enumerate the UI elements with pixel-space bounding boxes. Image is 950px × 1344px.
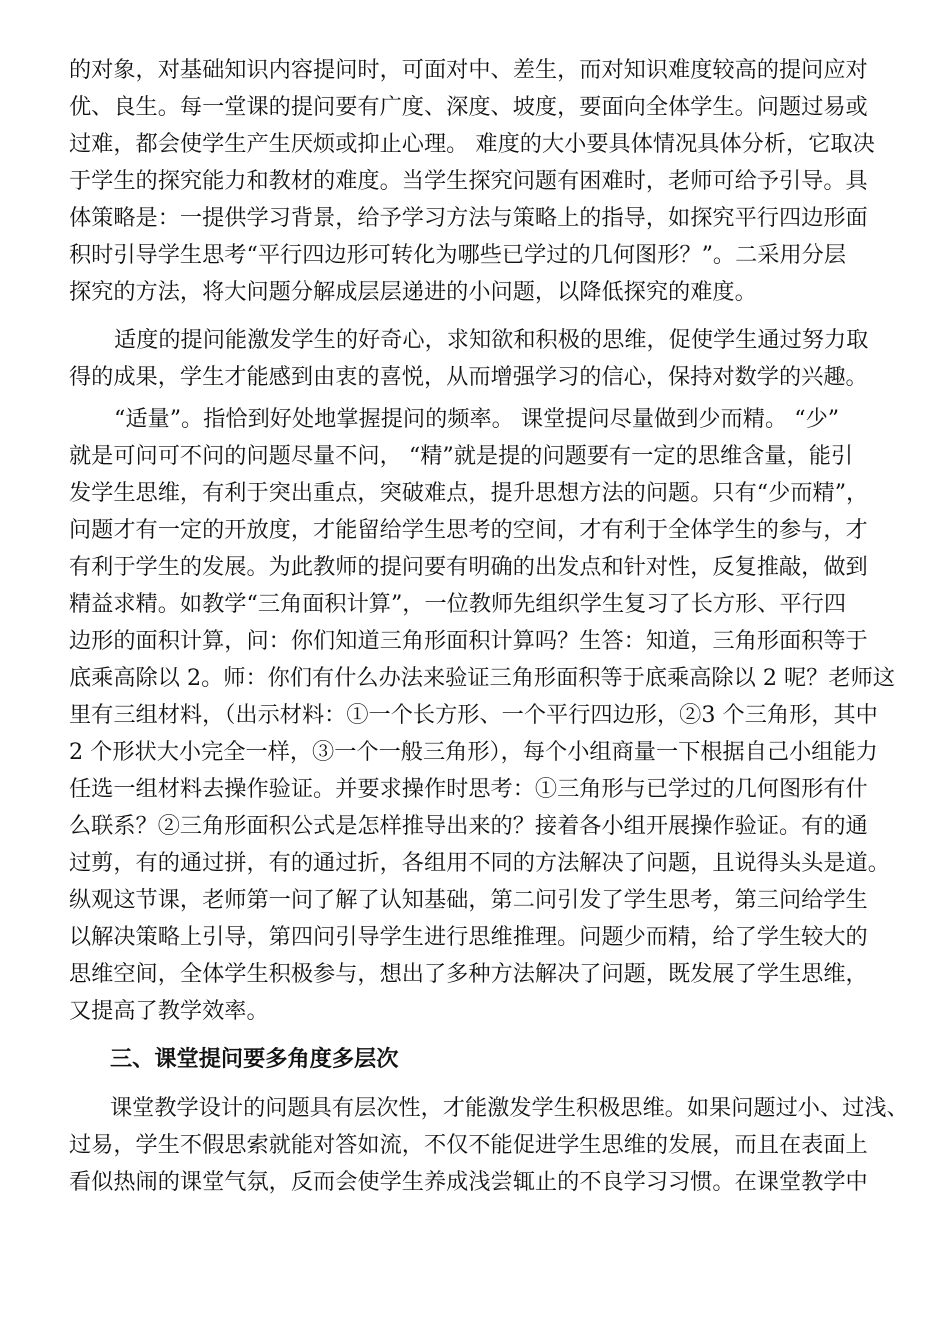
paragraph-first-line: “适量”。指恰到好处地掌握提问的频率。 课堂提问尽量做到少而精。 “少” — [114, 406, 840, 432]
text-line: 就是可问可不问的问题尽量不问， “精”就是提的问题要有一定的思维含量，能引 — [69, 443, 854, 469]
text-line: 有利于学生的发展。为此教师的提问要有明确的出发点和针对性，反复推敲，做到 — [69, 554, 868, 580]
text-line: 2 个形状大小完全一样，③一个一般三角形），每个小组商量一下根据自己小组能力 — [69, 739, 878, 765]
text-line: 看似热闹的课堂气氛，反而会使学生养成浅尝辄止的不良学习习惯。在课堂教学中 — [69, 1169, 868, 1195]
text-line: 么联系？②三角形面积公式是怎样推导出来的？接着各小组开展操作验证。有的通 — [69, 813, 868, 839]
text-line: 于学生的探究能力和教材的难度。当学生探究问题有困难时，老师可给予引导。具 — [69, 168, 868, 194]
text-line: 以解决策略上引导，第四问引导学生进行思维推理。问题少而精，给了学生较大的 — [69, 924, 868, 950]
text-line: 得的成果，学生才能感到由衷的喜悦，从而增强学习的信心，保持对数学的兴趣。 — [69, 364, 868, 390]
text-line: 又提高了教学效率。 — [69, 998, 269, 1024]
section-heading: 三、课堂提问要多角度多层次 — [110, 1046, 399, 1072]
paragraph-first-line: 课堂教学设计的问题具有层次性，才能激发学生积极思维。如果问题过小、过浅、 — [110, 1095, 909, 1121]
text-line: 精益求精。如教学“三角面积计算”，一位教师先组织学生复习了长方形、平行四 — [69, 591, 847, 617]
text-line: 纵观这节课，老师第一问了解了认知基础，第二问引发了学生思考，第三问给学生 — [69, 887, 868, 913]
text-line: 探究的方法，将大问题分解成层层递进的小问题，以降低探究的难度。 — [69, 279, 757, 305]
text-line: 积时引导学生思考“平行四边形可转化为哪些已学过的几何图形？”。二采用分层 — [69, 242, 847, 268]
text-line: 任选一组材料去操作验证。并要求操作时思考：①三角形与已学过的几何图形有什 — [69, 776, 868, 802]
text-line: 过难，都会使学生产生厌烦或抑止心理。 难度的大小要具体情况具体分析，它取决 — [69, 131, 875, 157]
text-line: 思维空间，全体学生积极参与，想出了多种方法解决了问题，既发展了学生思维， — [69, 961, 868, 987]
text-line: 过剪，有的通过拼，有的通过折，各组用不同的方法解决了问题，且说得头头是道。 — [69, 850, 890, 876]
text-line: 过易，学生不假思索就能对答如流，不仅不能促进学生思维的发展，而且在表面上 — [69, 1132, 868, 1158]
text-line: 底乘高除以 2。师：你们有什么办法来验证三角形面积等于底乘高除以 2 呢？老师这 — [69, 665, 895, 691]
paragraph-first-line: 适度的提问能激发学生的好奇心，求知欲和积极的思维，促使学生通过努力取 — [114, 327, 869, 353]
text-line: 问题才有一定的开放度，才能留给学生思考的空间，才有利于全体学生的参与，才 — [69, 517, 868, 543]
text-line: 优、良生。每一堂课的提问要有广度、深度、坡度，要面向全体学生。问题过易或 — [69, 94, 868, 120]
text-line: 边形的面积计算，问：你们知道三角形面积计算吗？生答：知道，三角形面积等于 — [69, 628, 868, 654]
text-line: 里有三组材料，（出示材料：①一个长方形、一个平行四边形，②3 个三角形，其中 — [69, 702, 878, 728]
text-line: 体策略是：一提供学习背景，给予学习方法与策略上的指导，如探究平行四边形面 — [69, 205, 868, 231]
text-line: 的对象，对基础知识内容提问时，可面对中、差生，而对知识难度较高的提问应对 — [69, 57, 868, 83]
text-line: 发学生思维，有利于突出重点，突破难点，提升思想方法的问题。只有“少而精”， — [69, 480, 869, 506]
